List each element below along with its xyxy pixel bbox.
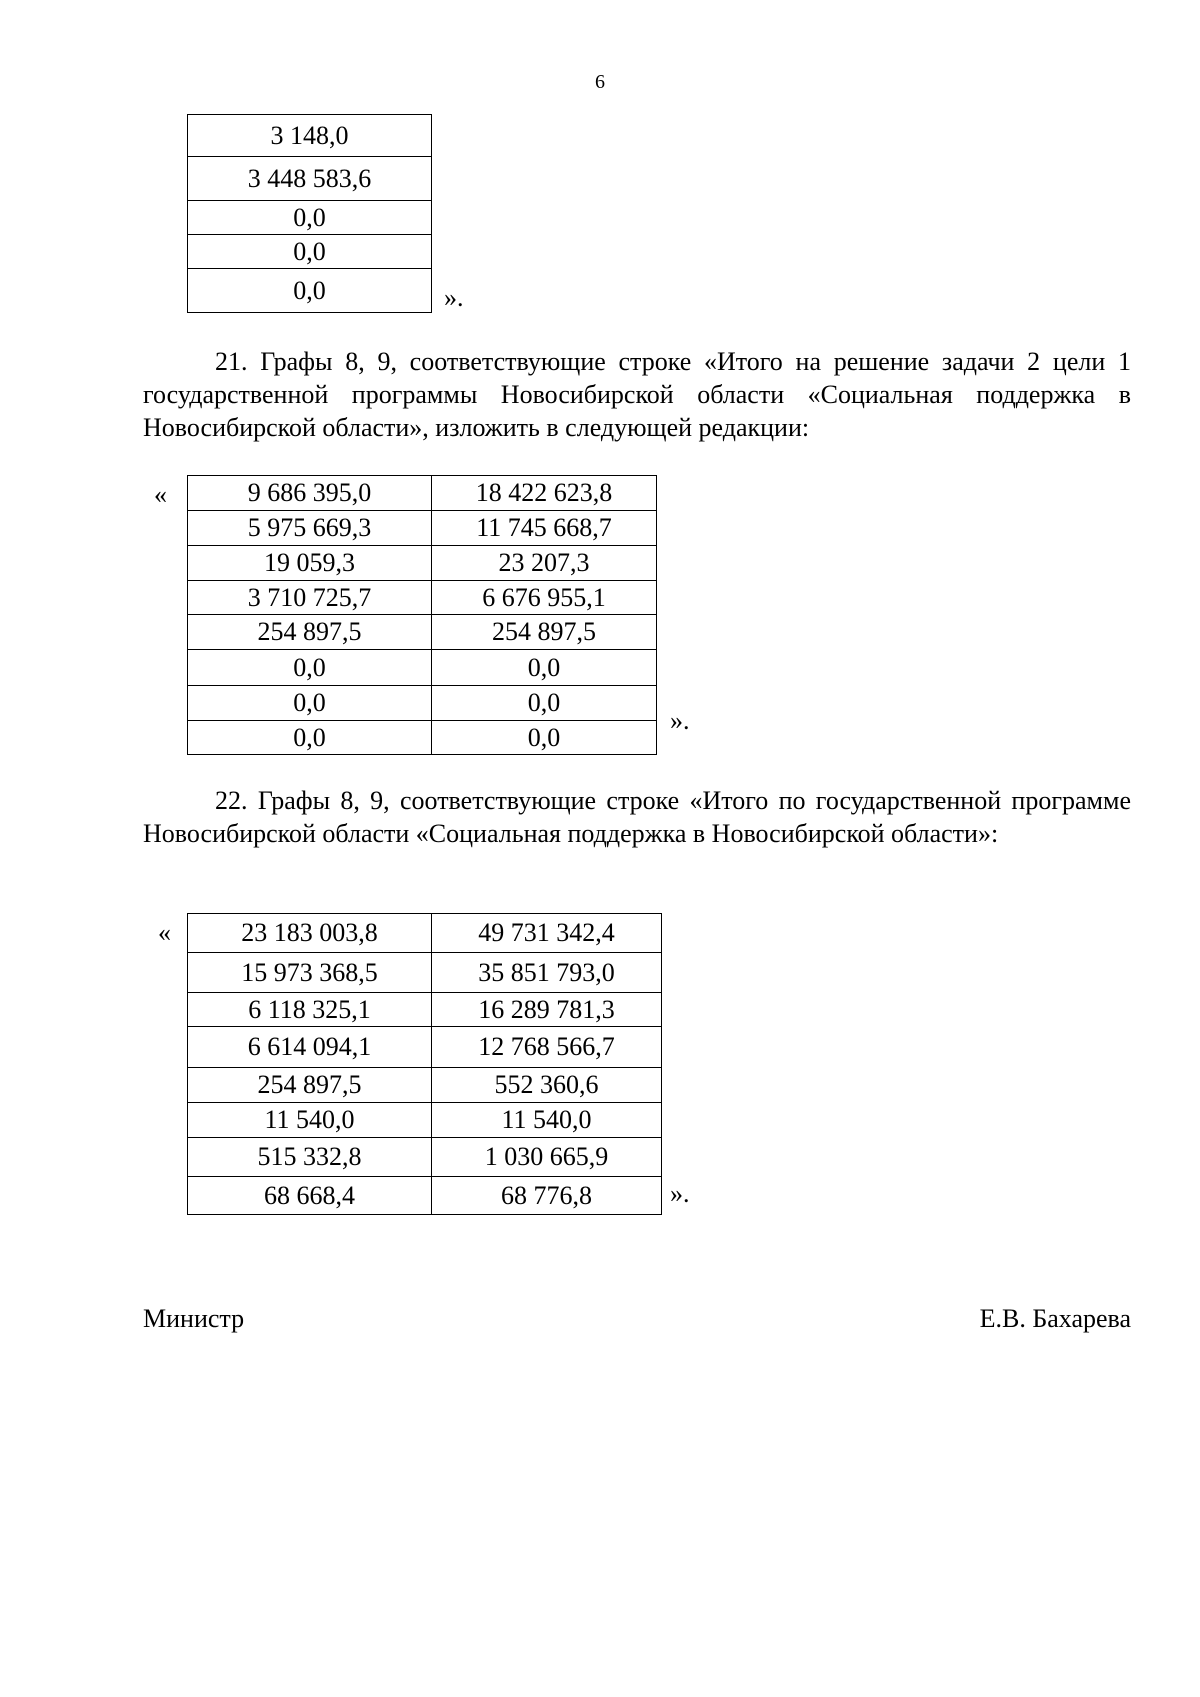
table-cell: 1 030 665,9: [432, 1138, 662, 1177]
table-row: [188, 650, 657, 686]
paragraph-22: [143, 784, 1131, 850]
table-cell: 0,0: [432, 721, 657, 755]
table-cell: 254 897,5: [188, 1068, 432, 1103]
table-cell: 9 686 395,0: [188, 476, 432, 511]
table-cell: 254 897,5: [432, 615, 657, 650]
table-22: [187, 913, 662, 1215]
table-row: [188, 476, 657, 511]
table-22-open-quote: «: [158, 918, 171, 947]
table-cell: 0,0: [432, 686, 657, 721]
table-cell: 0,0: [188, 721, 432, 755]
table-cell: 11 540,0: [432, 1103, 662, 1138]
table-cell: 35 851 793,0: [432, 953, 662, 993]
table-cell: 5 975 669,3: [188, 511, 432, 546]
table-cell: 23 183 003,8: [188, 914, 432, 953]
table-cell: 49 731 342,4: [432, 914, 662, 953]
table-row: [188, 511, 657, 546]
table-row: [188, 993, 662, 1027]
table-top: [187, 114, 432, 313]
table-cell: 16 289 781,3: [432, 993, 662, 1027]
table-cell: 0,0: [188, 269, 432, 313]
table-cell: 3 148,0: [188, 115, 432, 157]
table-cell: 3 710 725,7: [188, 581, 432, 615]
table-row: [188, 157, 432, 201]
table-cell: 0,0: [188, 201, 432, 235]
table-cell: 3 448 583,6: [188, 157, 432, 201]
table-cell: 6 614 094,1: [188, 1027, 432, 1068]
table-row: [188, 721, 657, 755]
table-cell: 0,0: [188, 235, 432, 269]
table-row: [188, 615, 657, 650]
table-cell: 515 332,8: [188, 1138, 432, 1177]
table-row: [188, 1138, 662, 1177]
table-row: [188, 1177, 662, 1215]
table-row: [188, 546, 657, 581]
table-cell: 6 118 325,1: [188, 993, 432, 1027]
table-top-close-quote: ».: [444, 283, 464, 312]
signature-name: Е.В. Бахарева: [979, 1304, 1131, 1333]
table-row: [188, 115, 432, 157]
paragraph-21: [143, 345, 1131, 444]
table-22-close-quote: ».: [670, 1179, 690, 1208]
table-21-close-quote: ».: [670, 706, 690, 735]
signature-title: Министр: [143, 1304, 245, 1333]
table-cell: 254 897,5: [188, 615, 432, 650]
table-21-open-quote: «: [154, 480, 167, 509]
table-cell: 11 745 668,7: [432, 511, 657, 546]
table-cell: 6 676 955,1: [432, 581, 657, 615]
table-cell: 68 668,4: [188, 1177, 432, 1215]
table-cell: 552 360,6: [432, 1068, 662, 1103]
paragraph-22-text: 22. Графы 8, 9, соответствующие строке «Итого по государственной программе Новосибирской области «Социальная поддержка в Новосибирской области»:: [143, 786, 1131, 848]
table-cell: 0,0: [188, 650, 432, 686]
table-row: [188, 235, 432, 269]
table-cell: 0,0: [432, 650, 657, 686]
table-cell: 11 540,0: [188, 1103, 432, 1138]
table-row: [188, 953, 662, 993]
table-row: [188, 201, 432, 235]
table-row: [188, 581, 657, 615]
table-row: [188, 686, 657, 721]
table-cell: 23 207,3: [432, 546, 657, 581]
table-cell: 19 059,3: [188, 546, 432, 581]
table-cell: 68 776,8: [432, 1177, 662, 1215]
table-row: [188, 269, 432, 313]
table-row: [188, 1068, 662, 1103]
table-cell: 15 973 368,5: [188, 953, 432, 993]
table-row: [188, 1103, 662, 1138]
table-cell: 0,0: [188, 686, 432, 721]
table-cell: 12 768 566,7: [432, 1027, 662, 1068]
table-cell: 18 422 623,8: [432, 476, 657, 511]
table-21: [187, 475, 657, 755]
page-number: 6: [595, 71, 605, 93]
paragraph-21-text: 21. Графы 8, 9, соответствующие строке «Итого на решение задачи 2 цели 1 государственной программы Новосибирской области «Социальная поддержка в Новосибирской области», изложить в следующей редакции:: [143, 347, 1131, 442]
table-row: [188, 1027, 662, 1068]
table-row: [188, 914, 662, 953]
